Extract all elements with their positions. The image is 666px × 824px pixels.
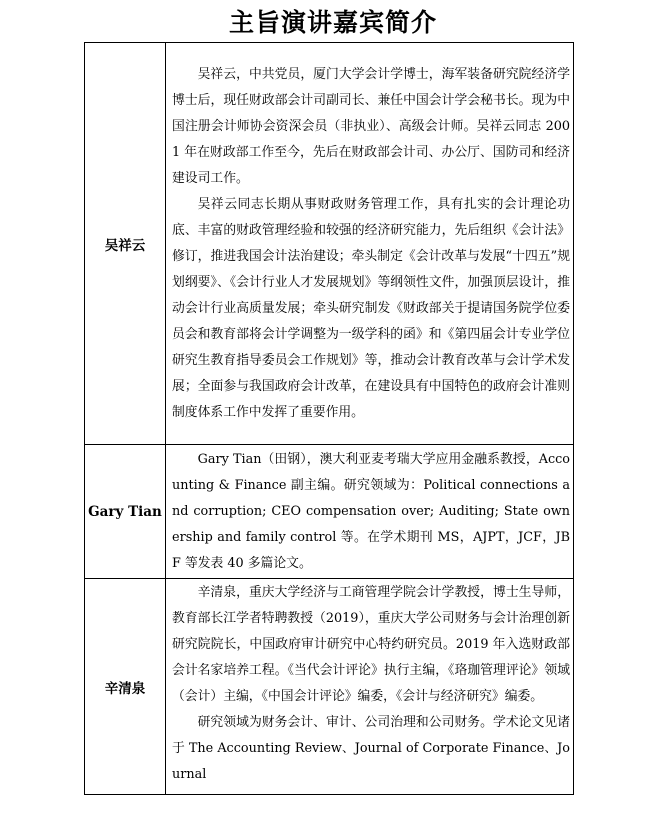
bio-paragraph: 吴祥云，中共党员，厦门大学会计学博士，海军装备研究院经济学博士后，现任财政部会计司副司长、兼任中国会计学会秘书长。现为中国注册会计师协会资深会员（非执业）、高级会计师。吴祥云同志 2001 年在财政部工作至今，先后在财政部会计司、办公厅、国防司和经济建设司工作。: [172, 67, 570, 186]
bio-paragraph: 辛清泉，重庆大学经济与工商管理学院会计学教授，博士生导师，教育部长江学者特聘教授（2019），重庆大学公司财务与会计治理创新研究院院长，中国政府审计研究中心特约研究员。2019 年入选财政部会计名家培养工程。《当代会计评论》执行主编，《珞珈管理评论》领域（会计）主编，《中国会计评论》编委，《会计与经济研究》编委。: [172, 585, 570, 704]
speaker-name: 辛清泉: [85, 579, 166, 795]
bio-paragraph: 吴祥云同志长期从事财政财务管理工作，具有扎实的会计理论功底、丰富的财政管理经验和较强的经济研究能力，先后组织《会计法》修订，推进我国会计法治建设；牵头制定《会计改革与发展“十四五”规划纲要》、《会计行业人才发展规划》等纲领性文件，加强顶层设计，推动会计行业高质量发展；牵头研究制发《财政部关于提请国务院学位委员会和教育部将会计学调整为一级学科的函》和《第四届会计专业学位研究生教育指导委员会工作规划》等，推动会计教育改革与会计学术发展；全面参与我国政府会计改革，在建设具有中国特色的政府会计准则制度体系工作中发挥了重要作用。: [172, 197, 570, 420]
bio-paragraph: 研究领域为财务会计、审计、公司治理和公司财务。学术论文见诸于 The Accounting Review、Journal of Corporate Finance、Journal: [172, 715, 570, 782]
speaker-bio: [166, 445, 574, 579]
speaker-row: [85, 445, 574, 579]
speaker-bio: [166, 579, 574, 795]
page-title: 主旨演讲嘉宾简介: [228, 8, 437, 37]
bio-paragraph: Gary Tian（田钢），澳大利亚麦考瑞大学应用金融系教授，Accounting & Finance 副主编。研究领域为：Political connections and corruption; CEO compensation over; Auditing; State ownership and family control 等。在学术期刊 MS，AJPT，JCF，JBF 等发表 40 多篇论文。: [172, 452, 570, 571]
speaker-bio: [166, 43, 574, 445]
speakers-table: [84, 42, 574, 795]
speaker-name: 吴祥云: [85, 43, 166, 445]
speaker-row: [85, 579, 574, 795]
speaker-name: Gary Tian: [85, 445, 166, 579]
speaker-row: [85, 43, 574, 445]
